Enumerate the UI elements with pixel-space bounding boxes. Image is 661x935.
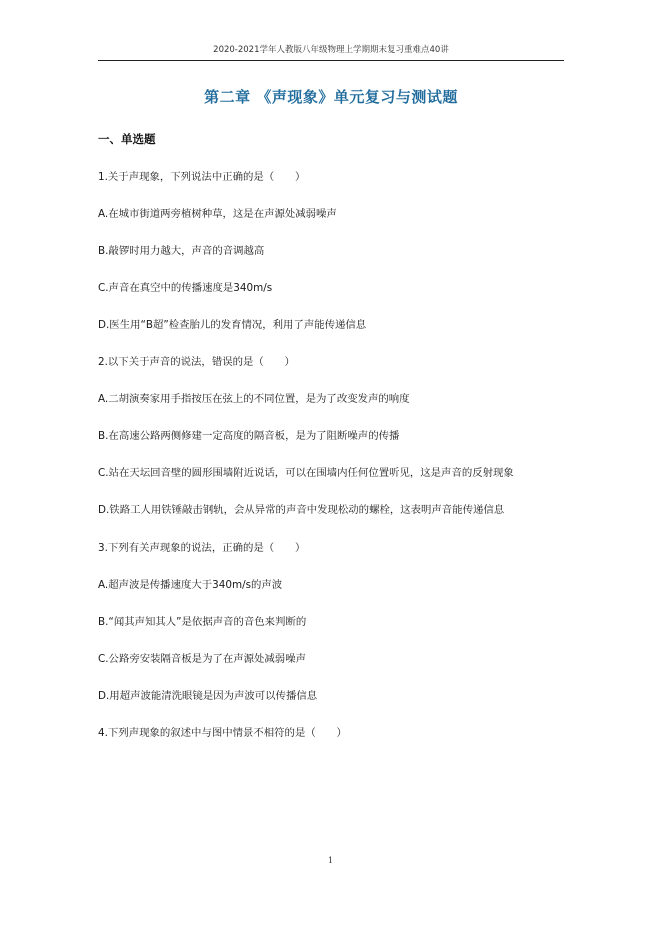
question-3-option-c: C.公路旁安装隔音板是为了在声源处减弱噪声 [98,653,306,665]
question-3-stem: 3.下列有关声现象的说法，正确的是（ ） [98,542,306,554]
question-2-option-b: B.在高速公路两侧修建一定高度的隔音板，是为了阻断噪声的传播 [98,430,400,442]
page-header: 2020-2021学年人教版八年级物理上学期期末复习重难点40讲 [213,45,449,55]
page-number: 1 [327,856,334,865]
question-3-option-b: B.“闻其声知其人”是依据声音的音色来判断的 [98,616,307,628]
section-heading: 一、单选题 [98,132,156,146]
question-2-option-a: A.二胡演奏家用手指按压在弦上的不同位置，是为了改变发声的响度 [98,393,410,405]
header-divider [98,60,564,61]
question-2-option-c: C.站在天坛回音壁的圆形围墙附近说话，可以在围墙内任何位置听见，这是声音的反射现象 [98,467,514,479]
question-2-option-d: D.铁路工人用铁锤敲击钢轨，会从异常的声音中发现松动的螺栓，这表明声音能传递信息 [98,504,505,516]
question-1-option-d: D.医生用“B超”检查胎儿的发育情况，利用了声能传递信息 [98,319,367,331]
question-1-stem: 1.关于声现象，下列说法中正确的是（ ） [98,171,306,183]
question-4-stem: 4.下列声现象的叙述中与图中情景不相符的是（ ） [98,727,347,739]
question-3-option-a: A.超声波是传播速度大于340m/s的声波 [98,579,283,591]
question-2-stem: 2.以下关于声音的说法，错误的是（ ） [98,356,295,368]
question-1-option-a: A.在城市街道两旁植树种草，这是在声源处减弱噪声 [98,208,337,220]
question-3-option-d: D.用超声波能清洗眼镜是因为声波可以传播信息 [98,690,318,702]
document-title: 第二章 《声现象》单元复习与测试题 [204,88,458,106]
question-1-option-b: B.敲锣时用力越大，声音的音调越高 [98,245,265,257]
question-1-option-c: C.声音在真空中的传播速度是340m/s [98,282,273,294]
